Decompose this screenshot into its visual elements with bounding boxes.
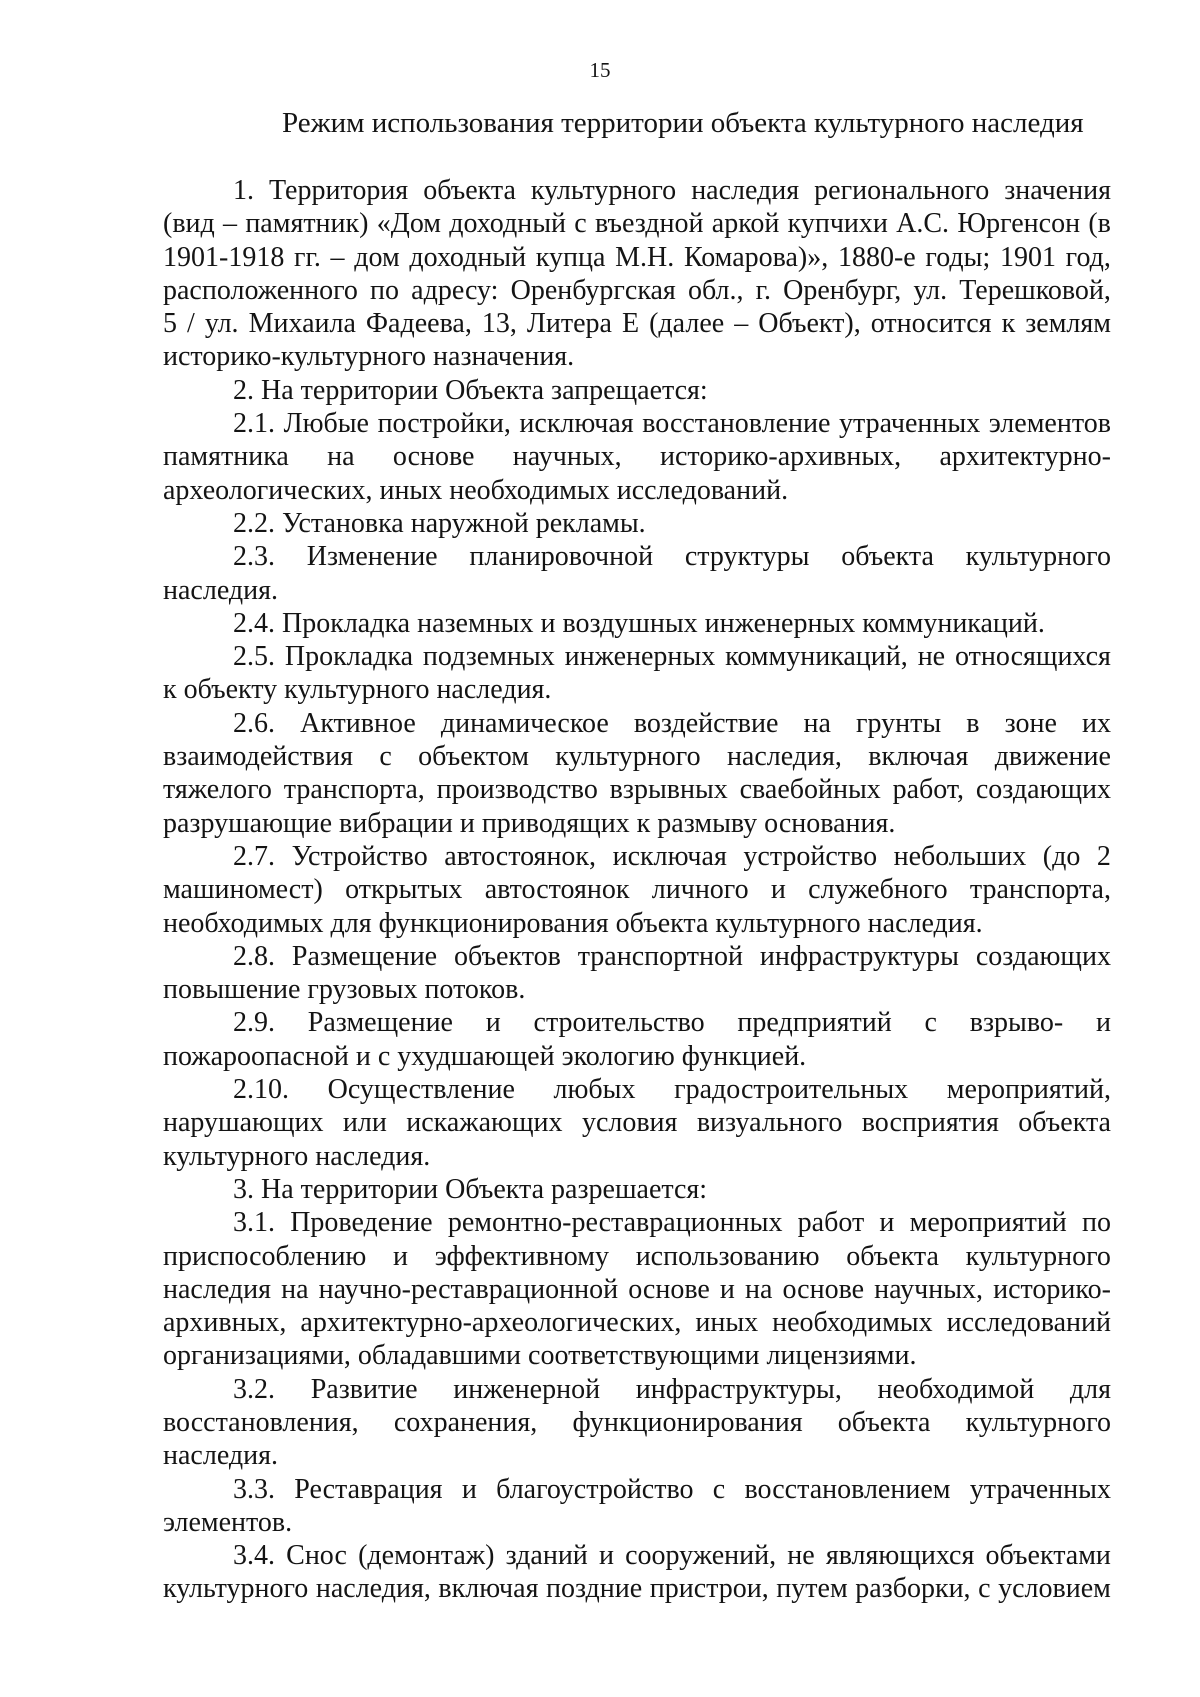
word: объекта: [841, 541, 934, 573]
word: архивных,: [163, 1307, 287, 1339]
word: инфраструктуры: [759, 940, 959, 972]
text-line: к объекту культурного наследия.: [163, 674, 552, 706]
word: 1901-1918: [163, 241, 285, 273]
word: эффективному: [434, 1240, 609, 1272]
word: служебного: [808, 874, 948, 906]
word: необходимых: [772, 1307, 933, 1339]
word: не: [917, 641, 946, 673]
word: научно-реставрационной: [318, 1273, 619, 1305]
word: работ: [797, 1207, 865, 1239]
document-body: [163, 174, 1111, 1606]
word: объектом: [418, 741, 529, 773]
text-line: [163, 1006, 1111, 1039]
word: транспортной: [577, 940, 743, 972]
text-line: 2.2. Установка наружной рекламы.: [233, 507, 646, 539]
text-line: 3. На территории Объекта разрешается:: [233, 1173, 708, 1205]
text-line: [163, 1572, 1111, 1605]
word: восстановления,: [163, 1406, 359, 1438]
word: купчихи: [787, 208, 888, 240]
word: 3.1.: [233, 1207, 275, 1239]
text-line: [163, 1106, 1111, 1139]
word: на: [281, 1273, 309, 1305]
word: пристрои,: [649, 1573, 769, 1605]
text-line: [163, 174, 1111, 207]
text-line: 2.4. Прокладка наземных и воздушных инженерных коммуникаций.: [233, 607, 1045, 639]
text-line: элементов.: [163, 1506, 293, 1538]
word: наследия,: [315, 1573, 431, 1605]
word: Объект),: [758, 308, 861, 340]
word: с: [978, 1573, 991, 1605]
word: основе: [392, 441, 475, 473]
word: относится: [870, 308, 992, 340]
word: благоустройство: [496, 1473, 694, 1505]
word: открытых: [345, 874, 463, 906]
word: 3.3.: [233, 1473, 275, 1505]
text-line: [163, 207, 1111, 240]
word: личного: [651, 874, 749, 906]
text-line: разрушающие вибрации и приводящих к размыву основания.: [163, 807, 896, 839]
word: –: [330, 241, 345, 273]
text-line: наследия.: [163, 1440, 278, 1472]
word: объекта: [1018, 1107, 1111, 1139]
document-title: Режим использования территории объекта культурного наследия: [282, 107, 1084, 139]
word: устройство: [743, 840, 878, 872]
text-line: [163, 940, 1111, 973]
word: и: [1095, 1007, 1111, 1039]
word: Любые: [283, 408, 369, 440]
word: мероприятий,: [946, 1074, 1111, 1106]
word: с: [379, 741, 392, 773]
word: с: [924, 1007, 937, 1039]
word: дом: [354, 241, 400, 273]
word: Реставрация: [294, 1473, 443, 1505]
word: (в: [1088, 208, 1111, 240]
word: сохранения,: [393, 1406, 538, 1438]
word: Литера: [526, 308, 612, 340]
word: взрыво-: [969, 1007, 1064, 1039]
word: расположенного: [163, 274, 358, 306]
word: строительство: [533, 1007, 705, 1039]
word: основе: [782, 1273, 865, 1305]
text-line: историко-культурного назначения.: [163, 341, 575, 373]
word: (демонтаж): [358, 1540, 495, 1572]
word: ул.: [204, 308, 239, 340]
word: исключая: [519, 408, 634, 440]
word: купца: [535, 241, 606, 273]
word: транспорта,: [283, 774, 425, 806]
word: постройки,: [377, 408, 511, 440]
word: Комарова)»,: [683, 241, 829, 273]
word: доходный: [449, 208, 566, 240]
word: 1901: [999, 241, 1056, 273]
word: Михаила: [248, 308, 356, 340]
word: утраченных: [839, 408, 981, 440]
text-line: [163, 1240, 1111, 1273]
word: культурного: [965, 541, 1111, 573]
word: памятник): [245, 208, 369, 240]
word: воздействие: [633, 707, 779, 739]
word: въездной: [594, 208, 704, 240]
word: условия: [581, 1107, 678, 1139]
text-line: организациями, обладавшими соответствующими лицензиями.: [163, 1340, 917, 1372]
text-line: 2. На территории Объекта запрещается:: [233, 374, 708, 406]
text-line: [163, 1273, 1111, 1306]
word: приспособлению: [163, 1240, 367, 1272]
word: /: [187, 308, 195, 340]
word: тяжелого: [163, 774, 272, 806]
word: 2.5.: [233, 641, 275, 673]
page-number: 15: [589, 58, 611, 82]
text-line: археологических, иных необходимых исследований.: [163, 474, 789, 506]
word: (вид: [163, 208, 215, 240]
word: и: [485, 1007, 501, 1039]
text-line: [163, 407, 1111, 440]
word: (до: [1042, 840, 1081, 872]
word: культурного: [530, 175, 677, 206]
word: небольших: [893, 840, 1027, 872]
text-line: [163, 307, 1111, 340]
word: визуального: [696, 1107, 843, 1139]
word: с: [574, 208, 587, 240]
text-line: [163, 241, 1111, 274]
word: «Дом: [376, 208, 442, 240]
text-line: культурного наследия.: [163, 1140, 431, 1172]
word: культурного: [965, 1240, 1111, 1272]
word: по: [370, 274, 400, 306]
word: научных,: [512, 441, 622, 473]
word: объекта: [423, 175, 516, 206]
word: и: [393, 1240, 409, 1272]
word: основе: [628, 1273, 710, 1305]
word: 2.9.: [233, 1007, 275, 1039]
text-line: [163, 440, 1111, 473]
word: не: [787, 1540, 815, 1572]
word: историко-: [993, 1273, 1111, 1305]
word: Терешковой,: [959, 274, 1111, 306]
word: зданий: [505, 1540, 588, 1572]
word: создающих: [975, 774, 1111, 806]
word: транспорта,: [969, 874, 1111, 906]
word: автостоянок,: [444, 840, 597, 872]
word: автостоянок: [484, 874, 630, 906]
text-line: [163, 540, 1111, 573]
word: годы;: [925, 241, 991, 273]
word: восстановление: [642, 408, 831, 440]
word: Размещение: [291, 940, 438, 972]
word: землям: [1025, 308, 1111, 340]
word: условием: [998, 1573, 1111, 1605]
word: разборки,: [855, 1573, 971, 1605]
word: структуры: [684, 541, 810, 573]
word: Изменение: [306, 541, 438, 573]
word: архитектурно-: [939, 441, 1111, 473]
word: значения: [1004, 175, 1111, 206]
word: машиномест): [163, 874, 323, 906]
word: любых: [553, 1074, 636, 1106]
word: культурного: [965, 1406, 1111, 1438]
word: Прокладка: [284, 641, 413, 673]
text-line: [163, 1406, 1111, 1439]
word: историко-архивных,: [659, 441, 902, 473]
word: коммуникаций,: [725, 641, 908, 673]
word: Территория: [269, 175, 409, 206]
word: создающих: [975, 940, 1111, 972]
word: исключая: [612, 840, 727, 872]
word: 13,: [481, 308, 517, 340]
word: Устройство: [291, 840, 428, 872]
word: памятника: [163, 441, 289, 473]
word: динамическое: [440, 707, 609, 739]
word: грунты: [856, 707, 942, 739]
word: и: [770, 874, 786, 906]
word: доходный: [409, 241, 527, 273]
word: их: [1082, 707, 1111, 739]
word: движение: [994, 741, 1111, 773]
word: г.: [755, 274, 771, 306]
word: (далее: [649, 308, 725, 340]
text-line: [163, 1373, 1111, 1406]
word: –: [223, 208, 238, 240]
word: объектами: [985, 1540, 1111, 1572]
word: Проведение: [290, 1207, 433, 1239]
word: А.С.: [896, 208, 950, 240]
word: 2.8.: [233, 940, 275, 972]
text-line: [163, 740, 1111, 773]
word: регионального: [814, 175, 990, 206]
word: объектов: [454, 940, 561, 972]
word: сооружений,: [625, 1540, 777, 1572]
word: 2: [1096, 840, 1111, 872]
text-line: наследия.: [163, 574, 278, 606]
word: 2.3.: [233, 541, 275, 573]
text-line: [163, 1473, 1111, 1506]
text-line: пожароопасной и с ухудшающей экологию функцией.: [163, 1040, 807, 1072]
word: Фадеева,: [365, 308, 472, 340]
word: утраченных: [969, 1473, 1111, 1505]
word: путем: [776, 1573, 848, 1605]
word: наследия: [691, 175, 800, 206]
word: адресу:: [411, 274, 499, 306]
word: культурного: [163, 1573, 309, 1605]
word: обл.,: [687, 274, 744, 306]
text-line: [163, 773, 1111, 806]
word: 2.1.: [233, 408, 275, 440]
word: искажающих: [406, 1107, 563, 1139]
word: Снос: [286, 1540, 347, 1572]
word: на: [803, 707, 831, 739]
word: поздние: [546, 1573, 643, 1605]
word: объекта: [837, 1406, 931, 1438]
word: Размещение: [307, 1007, 453, 1039]
word: инфраструктуры,: [635, 1373, 842, 1405]
word: мероприятий: [909, 1207, 1067, 1239]
word: нарушающих: [163, 1107, 324, 1139]
word: и: [719, 1273, 735, 1305]
word: относящихся: [955, 641, 1111, 673]
word: или: [342, 1107, 387, 1139]
text-line: [163, 1539, 1111, 1572]
word: 5: [163, 308, 177, 340]
word: архитектурно-археологических,: [300, 1307, 682, 1339]
word: 2.6.: [233, 707, 275, 739]
word: Развитие: [310, 1373, 418, 1405]
text-line: [163, 873, 1111, 906]
word: 3.2.: [233, 1373, 275, 1405]
word: на: [744, 1273, 773, 1305]
word: год,: [1065, 241, 1111, 273]
word: 1880-е: [837, 241, 916, 273]
word: инженерной: [453, 1373, 601, 1405]
word: взрывных: [609, 774, 728, 806]
word: являющихся: [825, 1540, 975, 1572]
word: на: [327, 441, 355, 473]
text-line: [163, 274, 1111, 307]
text-line: [163, 1206, 1111, 1239]
text-line: [163, 840, 1111, 873]
word: взаимодействия: [163, 741, 354, 773]
word: восстановлением: [744, 1473, 951, 1505]
word: использованию: [635, 1240, 820, 1272]
word: Юргенсон: [957, 208, 1081, 240]
word: предприятий: [737, 1007, 892, 1039]
word: к: [1001, 308, 1016, 340]
word: и: [461, 1473, 477, 1505]
word: работ,: [892, 774, 965, 806]
word: ул.: [913, 274, 948, 306]
word: наследия,: [726, 741, 842, 773]
word: Е: [621, 308, 640, 340]
word: Активное: [300, 707, 416, 739]
word: восприятия: [861, 1107, 999, 1139]
text-line: [163, 1306, 1111, 1339]
word: объекта: [846, 1240, 939, 1272]
word: инженерных: [564, 641, 716, 673]
word: с: [712, 1473, 726, 1505]
word: Оренбург,: [783, 274, 902, 306]
word: аркой: [711, 208, 780, 240]
word: необходимой: [877, 1373, 1035, 1405]
word: гг.: [294, 241, 321, 273]
word: ремонтно-реставрационных: [447, 1207, 783, 1239]
word: планировочной: [469, 541, 654, 573]
word: по: [1082, 1207, 1111, 1239]
word: научных,: [874, 1273, 984, 1305]
word: 2.7.: [233, 840, 275, 872]
word: –: [734, 308, 749, 340]
word: сваебойных: [739, 774, 881, 806]
word: Оренбургская: [510, 274, 676, 306]
text-line: повышение грузовых потоков.: [163, 974, 526, 1006]
word: культурного: [555, 741, 701, 773]
word: градостроительных: [674, 1074, 909, 1106]
word: включая: [438, 1573, 539, 1605]
word: иных: [695, 1307, 759, 1339]
word: 1.: [233, 175, 254, 206]
word: производство: [436, 774, 598, 806]
word: и: [879, 1207, 895, 1239]
text-line: необходимых для функционирования объекта культурного наследия.: [163, 907, 983, 939]
text-line: [163, 640, 1111, 673]
text-line: [163, 707, 1111, 740]
word: М.Н.: [615, 241, 675, 273]
word: для: [1069, 1373, 1111, 1405]
word: зоне: [1004, 707, 1057, 739]
word: 3.4.: [233, 1540, 275, 1572]
word: 2.10.: [233, 1074, 289, 1106]
word: подземных: [422, 641, 555, 673]
word: Осуществление: [327, 1074, 515, 1106]
word: элементов: [988, 408, 1111, 440]
word: в: [966, 707, 980, 739]
word: и: [598, 1540, 614, 1572]
word: включая: [868, 741, 969, 773]
text-line: [163, 1073, 1111, 1106]
word: функционирования: [572, 1406, 803, 1438]
word: наследия: [163, 1273, 271, 1305]
word: исследований: [946, 1307, 1111, 1339]
